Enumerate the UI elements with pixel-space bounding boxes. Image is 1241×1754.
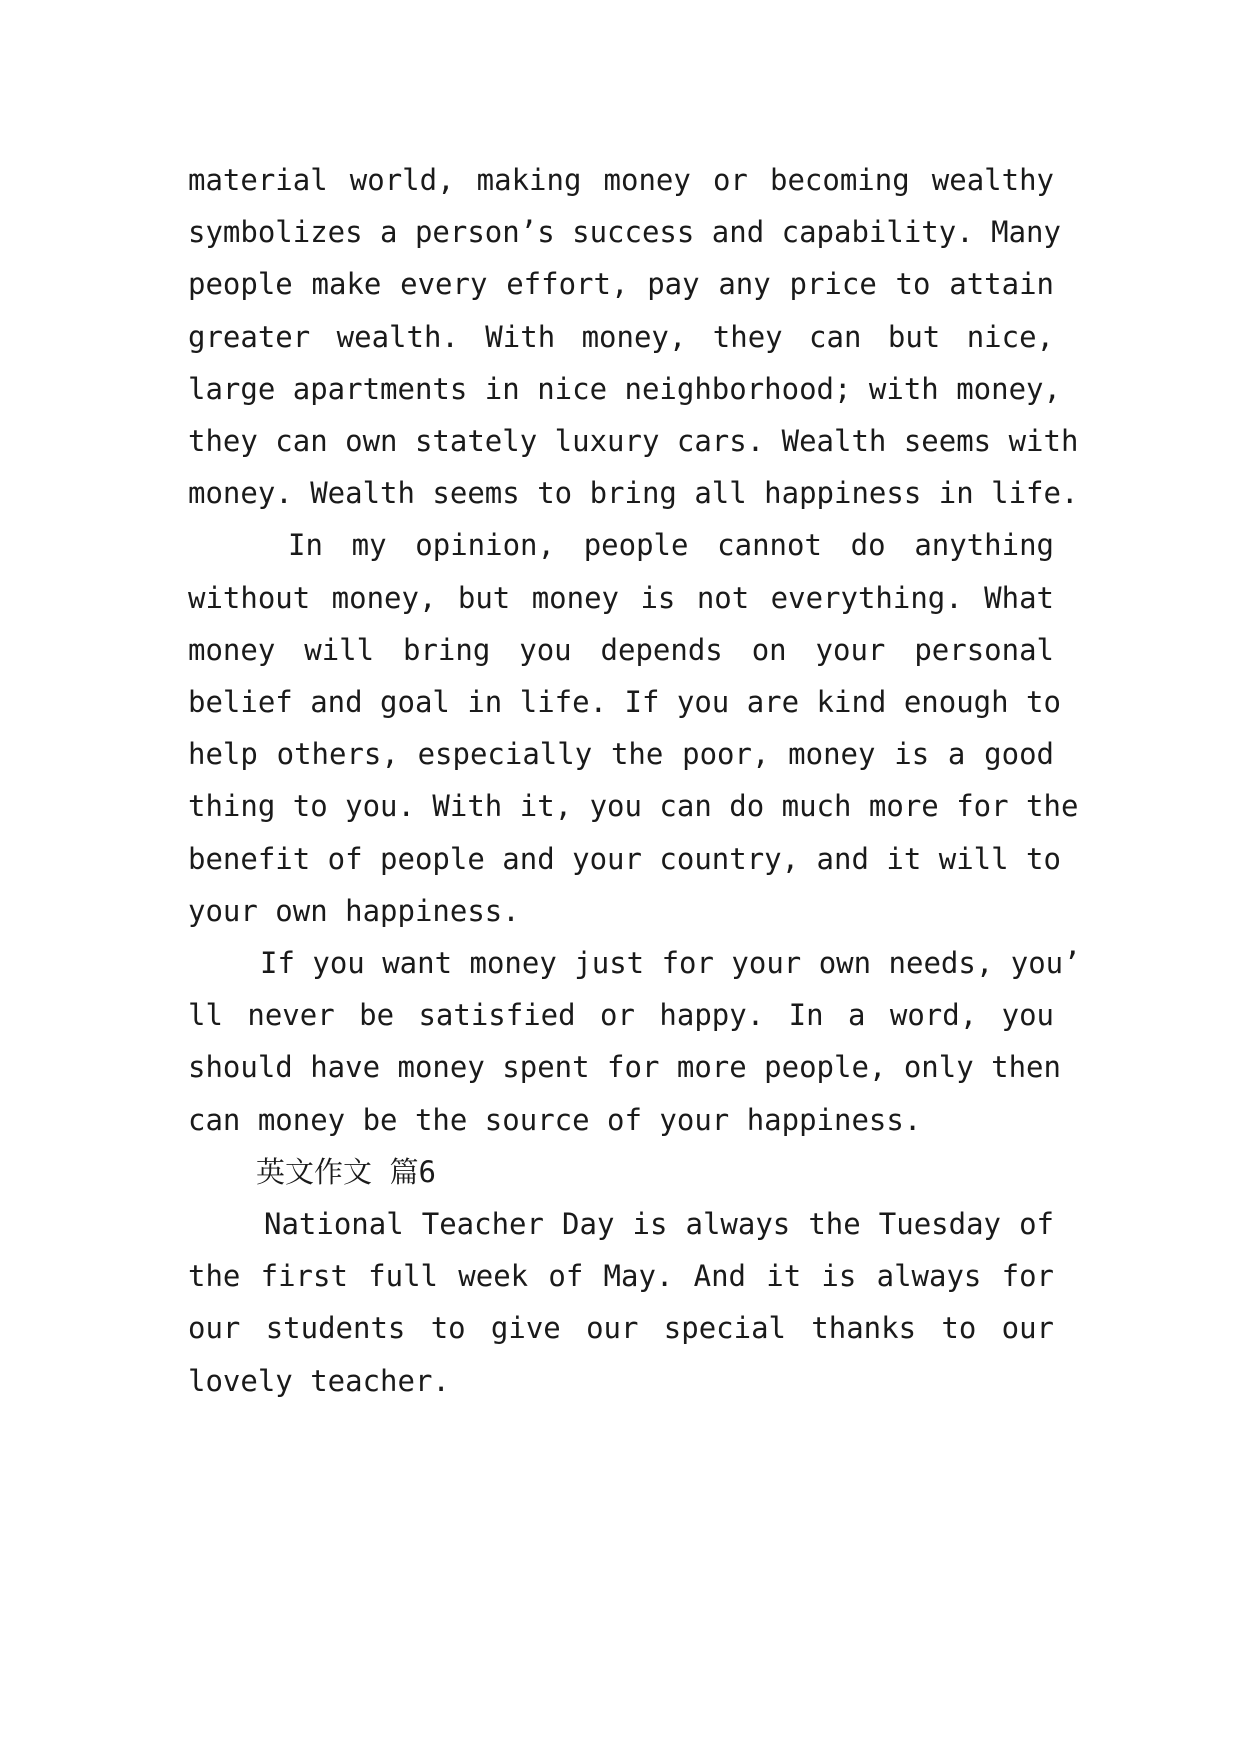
- text-line: greater wealth. With money, they can but nice,: [188, 319, 1054, 354]
- text-line: material world, making money or becoming wealthy: [188, 163, 1054, 197]
- text-line: money. Wealth seems to bring all happiness in life.: [188, 476, 1079, 511]
- text-line: lovely teacher.: [188, 1363, 450, 1398]
- text-line: large apartments in nice neighborhood; with money,: [188, 371, 1061, 406]
- text-line: help others, especially the poor, money is a good: [188, 737, 1054, 772]
- text-line: money will bring you depends on your personal: [188, 632, 1054, 667]
- text-line: your own happiness.: [188, 893, 520, 928]
- text-line: people make every effort, pay any price to attain: [188, 267, 1054, 302]
- text-line: they can own stately luxury cars. Wealth seems with: [188, 424, 1079, 458]
- section-heading: 英文作文 篇6: [256, 1154, 436, 1189]
- text-line: belief and goal in life. If you are kind enough to: [188, 685, 1061, 719]
- text-line: symbolizes a person’s success and capability. Many: [188, 215, 1061, 250]
- text-line: should have money spent for more people, only then: [188, 1050, 1061, 1085]
- text-line: our students to give our special thanks to our: [188, 1311, 1054, 1346]
- text-line: without money, but money is not everything. What: [188, 580, 1054, 615]
- text-line: thing to you. With it, you can do much more for the: [188, 789, 1079, 824]
- text-line: In my opinion, people cannot do anything: [288, 528, 1054, 563]
- text-line: the first full week of May. And it is always for: [188, 1259, 1054, 1294]
- text-line: If you want money just for your own needs, you’: [260, 946, 1081, 980]
- text-line: National Teacher Day is always the Tuesday of: [264, 1207, 1054, 1241]
- text-line: can money be the source of your happiness.: [188, 1102, 922, 1137]
- text-line: benefit of people and your country, and it will to: [188, 841, 1061, 876]
- text-line: ll never be satisfied or happy. In a word, you: [188, 998, 1054, 1033]
